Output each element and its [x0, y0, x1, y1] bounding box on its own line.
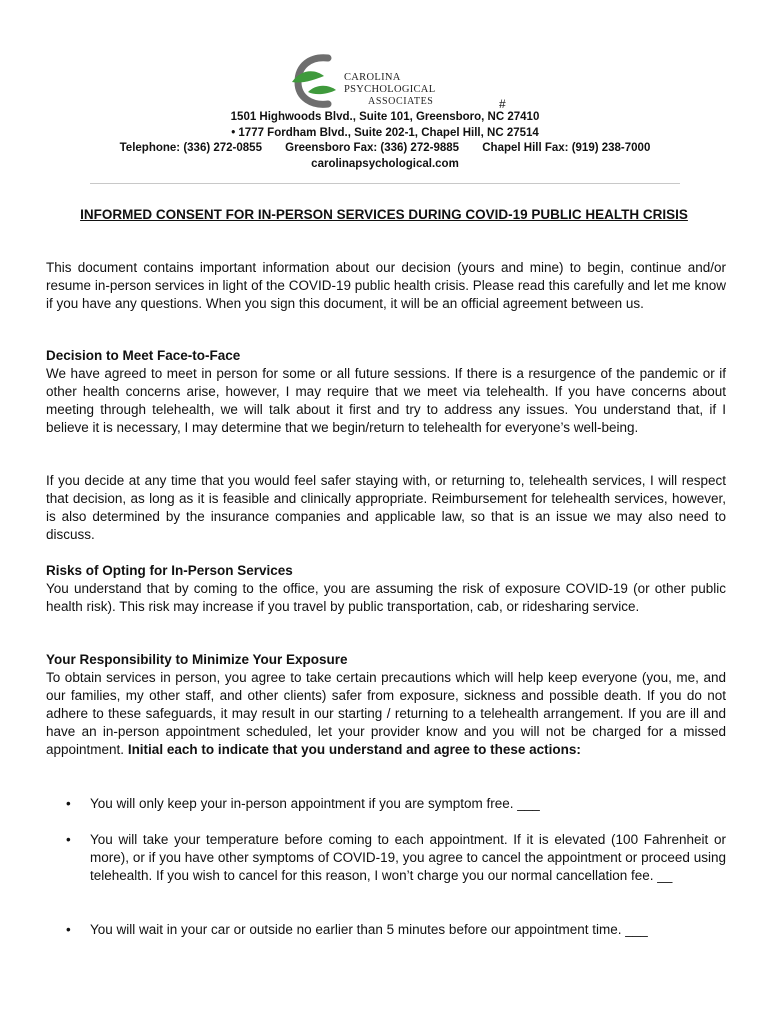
responsibility-body: To obtain services in person, you agree to take certain precautions which will help keep everyone (you, me, and our families, my other staff, and other clients) safer from exposure, sickness and possible death. If you do not adhere to these safeguards, it may result in our starting / returning to a telehealth arrangement. If you are ill and have an in-person appointment scheduled, let your provider know and you will not be charged for a missed appointment.: [46, 670, 726, 757]
list-item-text: You will take your temperature before coming to each appointment. If it is elevated (100 Fahrenheit or more), or if you have other symptoms of COVID-19, you agree to cancel the appointment or proceed using telehealth. If you wish to cancel for this reason, I won’t charge you our normal cancellation fee. __: [90, 832, 726, 883]
telephone-number: Telephone: (336) 272-0855: [119, 142, 262, 154]
document-title: INFORMED CONSENT FOR IN-PERSON SERVICES DURING COVID-19 PUBLIC HEALTH CRISIS: [80, 207, 688, 222]
intro-paragraph: This document contains important information about our decision (yours and mine) to begin, continue and/or resume in-person services in light of the COVID-19 public health crisis. Please read this carefully and let me know if you have any questions. When you sign this document, it will be an official agreement between us.: [46, 260, 726, 311]
initial-instruction: Initial each to indicate that you understand and agree to these actions:: [127, 742, 581, 757]
bullet-icon: •: [66, 832, 71, 847]
list-item: [64, 795, 726, 813]
list-item-text: You will wait in your car or outside no earlier than 5 minutes before our appointment time. ___: [90, 922, 648, 937]
list-item: [64, 921, 726, 939]
header-divider: [90, 183, 680, 184]
greensboro-address: 1501 Highwoods Blvd., Suite 101, Greensboro, NC 27410: [230, 111, 540, 123]
greensboro-fax: Greensboro Fax: (336) 272-9885: [285, 142, 460, 154]
website-address: carolinapsychological.com: [311, 158, 459, 170]
decision-section: [46, 347, 726, 437]
chapel-hill-address: • 1777 Fordham Blvd., Suite 202-1, Chapel Hill, NC 27514: [231, 127, 539, 139]
list-item: [64, 831, 726, 885]
risks-heading: Risks of Opting for In-Person Services: [46, 563, 293, 578]
chapel-hill-fax: Chapel Hill Fax: (919) 238-7000: [482, 142, 651, 154]
risks-section: [46, 562, 726, 616]
company-logo: [288, 52, 488, 110]
list-item-text: You will only keep your in-person appointment if you are symptom free. ___: [90, 796, 540, 811]
logo-wordmark: [344, 72, 488, 108]
logo-line-1: CAROLINA PSYCHOLOGICAL: [344, 72, 436, 95]
bullet-icon: •: [66, 922, 71, 937]
decision-heading: Decision to Meet Face-to-Face: [46, 348, 241, 363]
responsibility-heading: Your Responsibility to Minimize Your Exposure: [46, 652, 348, 667]
decision-body: We have agreed to meet in person for some or all future sessions. If there is a resurgence of the pandemic or if other health concerns arise, however, I may require that we meet via telehealth. If you have concerns about meeting through telehealth, we will talk about it first and try to address any issues. You understand that, if I believe it is necessary, I may determine that we begin/return to telehealth for everyone’s well-being.: [46, 366, 726, 435]
logo-mark-icon: [288, 52, 348, 110]
bullet-icon: •: [66, 796, 71, 811]
responsibility-section: [46, 651, 726, 759]
logo-line-2: ASSOCIATES: [368, 96, 434, 107]
telehealth-choice-paragraph: If you decide at any time that you would feel safer staying with, or returning to, telehealth services, I will respect that decision, as long as it is feasible and clinically appropriate. Reimbursement for telehealth services, however, is also determined by the insurance companies and applicable law, so that is an issue we may also need to discuss.: [46, 473, 726, 542]
hash-mark: #: [499, 97, 506, 111]
risks-body: You understand that by coming to the office, you are assuming the risk of exposure COVID-19 (or other public health risk). This risk may increase if you travel by public transportation, cab, or ridesharing service.: [46, 581, 726, 614]
contact-numbers: [40, 140, 730, 156]
